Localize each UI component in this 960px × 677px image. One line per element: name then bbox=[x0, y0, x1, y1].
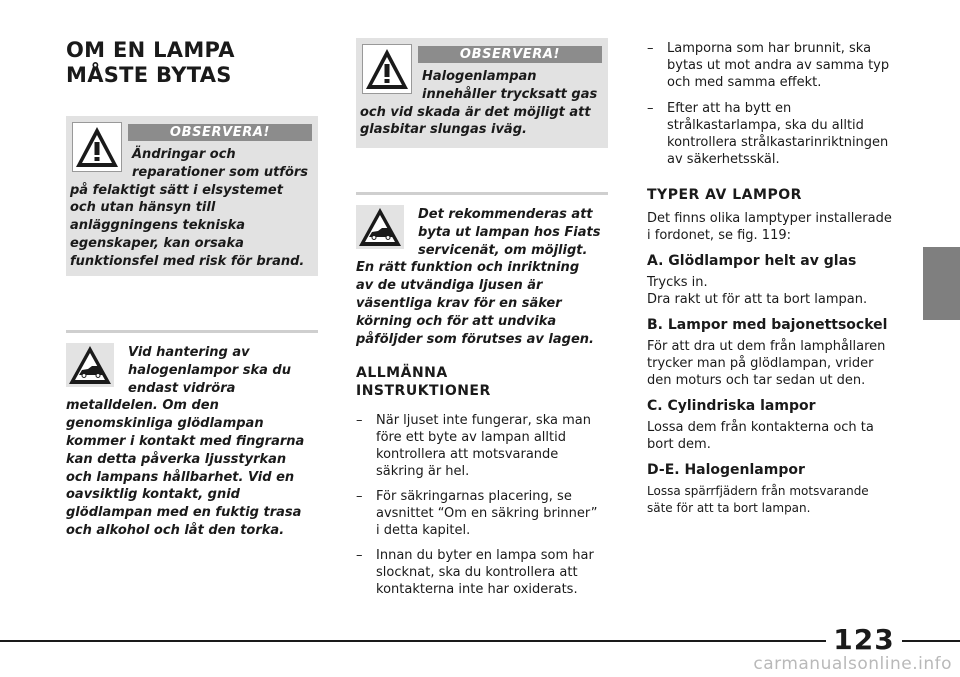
right-column bbox=[647, 40, 917, 517]
warning-box-electrical bbox=[66, 116, 318, 276]
text-line: slocknat, ska du kontrollera att bbox=[376, 565, 578, 580]
bullet-dash: – bbox=[356, 489, 363, 504]
text-line: Dra rakt ut för att ta bort lampan. bbox=[647, 292, 868, 307]
text-line: innehåller trycksatt gas bbox=[422, 86, 598, 102]
text-line: väsentliga krav för en säker bbox=[356, 295, 562, 311]
list-item bbox=[356, 488, 618, 539]
warning-box-halogen bbox=[356, 38, 608, 148]
text-line: kan detta påverka ljusstyrkan bbox=[66, 451, 287, 467]
text-line: halogenlampor ska du bbox=[128, 362, 291, 378]
text-line: glasbitar slungas iväg. bbox=[360, 122, 527, 138]
text-line: metalldelen. Om den bbox=[66, 398, 219, 414]
section-heading: TYPER AV LAMPOR bbox=[647, 187, 802, 203]
page-title bbox=[66, 38, 326, 88]
text-line: i fordonet, se fig. 119: bbox=[647, 228, 791, 243]
list-item bbox=[356, 547, 618, 598]
text-line: genomskinliga glödlampan bbox=[66, 416, 264, 432]
bullet-dash: – bbox=[647, 101, 654, 116]
text-line: Ändringar och bbox=[132, 147, 236, 162]
text-line: kommer i kontakt med fingrarna bbox=[66, 433, 305, 449]
text-line: bytas ut mot andra av samma typ bbox=[667, 58, 890, 73]
text-line: Det rekommenderas att bbox=[418, 207, 593, 222]
text-line: Trycks in. bbox=[647, 275, 708, 290]
text-line: Vid hantering av bbox=[128, 345, 250, 360]
text-line: För säkringarnas placering, se bbox=[376, 489, 572, 504]
text-line: påföljder som förutses av lagen. bbox=[356, 331, 594, 347]
paragraph bbox=[647, 274, 917, 308]
subheading: B. Lampor med bajonettsockel bbox=[647, 317, 888, 333]
text-line: av säkerhetsskäl. bbox=[667, 152, 780, 167]
general-instructions-section bbox=[356, 364, 618, 598]
text-line: Halogenlampan bbox=[422, 69, 537, 84]
text-line: servicenät, om möjligt. bbox=[418, 242, 588, 258]
warning-heading: OBSERVERA! bbox=[418, 46, 602, 63]
bullet-dash: – bbox=[356, 548, 363, 563]
text-line: Lamporna som har brunnit, ska bbox=[667, 41, 872, 56]
subheading: C. Cylindriska lampor bbox=[647, 398, 816, 414]
text-line: glödlampan med en fuktig trasa bbox=[66, 505, 302, 521]
paragraph bbox=[647, 338, 917, 389]
text-line: Lossa spärrfjädern från motsvarande bbox=[647, 484, 869, 498]
text-line: av de utvändiga ljusen är bbox=[356, 278, 543, 294]
text-line: egenskaper, kan orsaka bbox=[70, 235, 244, 251]
text-line: bort dem. bbox=[647, 437, 711, 452]
subheading: A. Glödlampor helt av glas bbox=[647, 253, 857, 269]
text-line: kontrollera strålkastarinriktningen bbox=[667, 135, 889, 150]
warning-heading: OBSERVERA! bbox=[128, 124, 312, 141]
text-line: När ljuset inte fungerar, ska man bbox=[376, 413, 591, 428]
text-line: För att dra ut dem från lamphållaren bbox=[647, 339, 886, 354]
warning-text bbox=[70, 146, 316, 271]
list-item bbox=[647, 40, 917, 91]
text-line: oavsiktlig kontakt, gnid bbox=[66, 487, 240, 503]
bullet-dash: – bbox=[647, 41, 654, 56]
text-line: och lampans hållbarhet. Vid en bbox=[66, 469, 295, 485]
note-text bbox=[356, 206, 610, 348]
text-line: före ett byte av lampan alltid bbox=[376, 430, 566, 445]
text-line: Innan du byter en lampa som har bbox=[376, 548, 594, 563]
text-line: körning och för att undvika bbox=[356, 313, 557, 329]
note-text bbox=[66, 344, 320, 540]
text-line: Det finns olika lamptyper installerade bbox=[647, 211, 892, 226]
text-line: reparationer som utförs bbox=[132, 164, 309, 180]
text-line: endast vidröra bbox=[128, 380, 236, 396]
text-line: i detta kapitel. bbox=[376, 523, 471, 538]
section-heading bbox=[356, 364, 618, 400]
text-line: trycker man på glödlampan, vrider bbox=[647, 356, 874, 371]
text-line: strålkastarlampa, ska du alltid bbox=[667, 118, 864, 133]
paragraph bbox=[647, 419, 917, 453]
subheading: D-E. Halogenlampor bbox=[647, 462, 805, 478]
heading-line: ALLMÄNNA bbox=[356, 365, 448, 381]
text-line: kontakterna inte har oxiderats. bbox=[376, 582, 578, 597]
paragraph bbox=[647, 210, 917, 244]
text-line: och alkohol och låt den torka. bbox=[66, 522, 285, 538]
text-line: byta ut lampan hos Fiats bbox=[418, 224, 601, 240]
note-box-service bbox=[356, 192, 608, 352]
text-line: avsnittet “Om en säkring brinner” bbox=[376, 506, 598, 521]
list-item bbox=[647, 100, 917, 168]
paragraph bbox=[647, 483, 917, 517]
text-line: på felaktigt sätt i elsystemet bbox=[70, 182, 283, 198]
text-line: funktionsfel med risk för brand. bbox=[70, 253, 305, 269]
chapter-tab bbox=[923, 247, 960, 320]
text-line: och med samma effekt. bbox=[667, 75, 822, 90]
footer-rule bbox=[0, 640, 960, 642]
text-line: den moturs och tar sedan ut den. bbox=[647, 373, 866, 388]
page-title-line-1: OM EN LAMPA bbox=[66, 38, 235, 62]
list-item bbox=[356, 412, 618, 480]
bullet-dash: – bbox=[356, 413, 363, 428]
watermark: carmanualsonline.info bbox=[753, 654, 952, 674]
warning-text bbox=[360, 68, 606, 139]
text-line: Lossa dem från kontakterna och ta bbox=[647, 420, 874, 435]
heading-line: INSTRUKTIONER bbox=[356, 383, 491, 399]
text-line: Efter att ha bytt en bbox=[667, 101, 792, 116]
text-line: säkring är hel. bbox=[376, 464, 470, 479]
text-line: och utan hänsyn till bbox=[70, 200, 216, 216]
note-box-halogen-handling bbox=[66, 330, 318, 540]
page-number: 123 bbox=[826, 624, 902, 656]
page-title-line-2: MÅSTE BYTAS bbox=[66, 63, 232, 87]
text-line: En rätt funktion och inriktning bbox=[356, 260, 580, 276]
text-line: kontrollera att motsvarande bbox=[376, 447, 559, 462]
text-line: säte för att ta bort lampan. bbox=[647, 501, 811, 515]
text-line: anläggningens tekniska bbox=[70, 218, 246, 234]
text-line: och vid skada är det möjligt att bbox=[360, 104, 591, 120]
